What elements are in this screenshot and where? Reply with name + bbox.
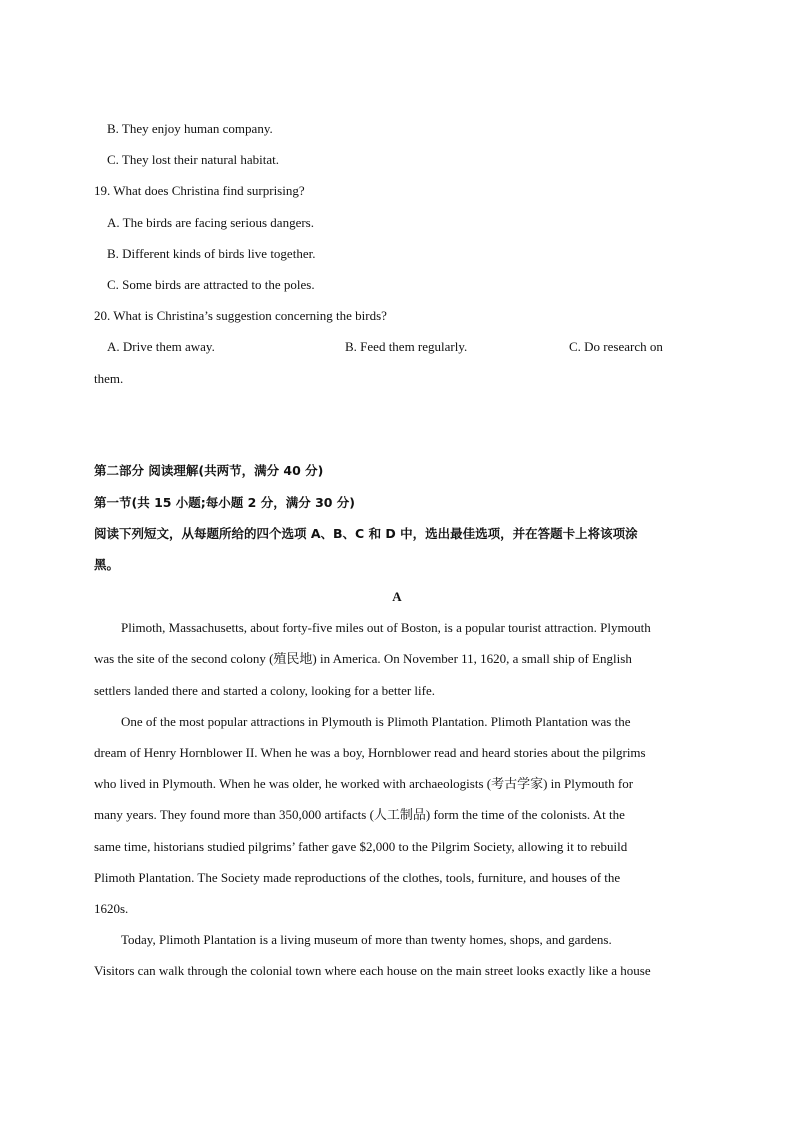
passage-line: dream of Henry Hornblower II. When he was a boy, Hornblower read and heard stories about the pilgrims [94, 745, 646, 760]
passage-line: who lived in Plymouth. When he was older, he worked with archaeologists (考古学家) in Plymouth for [94, 776, 634, 791]
passage-line: same time, historians studied pilgrims’ father gave $2,000 to the Pilgrim Society, allowing it to rebuild [94, 839, 628, 854]
q19-option-c: C. Some birds are attracted to the poles. [107, 277, 315, 292]
q20-option-a: A. Drive them away. [107, 339, 215, 354]
instruction-line-2: 黑。 [94, 557, 120, 572]
q18-option-b: B. They enjoy human company. [107, 121, 273, 136]
q20-option-c-continued: them. [94, 371, 124, 386]
passage-line: One of the most popular attractions in Plymouth is Plimoth Plantation. Plimoth Plantation was the [121, 714, 631, 729]
q18-option-c: C. They lost their natural habitat. [107, 152, 279, 167]
part2-heading: 第二部分 阅读理解(共两节，满分 40 分) [94, 463, 324, 478]
passage-line: was the site of the second colony (殖民地) in America. On November 11, 1620, a small ship of English [94, 651, 632, 666]
instruction-line-1: 阅读下列短文，从每题所给的四个选项 A、B、C 和 D 中，选出最佳选项，并在答题卡上将该项涂 [94, 526, 638, 541]
q19-option-a: A. The birds are facing serious dangers. [107, 215, 314, 230]
section1-heading: 第一节(共 15 小题;每小题 2 分，满分 30 分) [94, 495, 356, 510]
q20-option-b: B. Feed them regularly. [345, 339, 468, 354]
passage-label: A [392, 589, 402, 604]
q20-question: 20. What is Christina’s suggestion concerning the birds? [94, 308, 387, 323]
q19-option-b: B. Different kinds of birds live together. [107, 246, 316, 261]
passage-line: Visitors can walk through the colonial town where each house on the main street looks exactly like a house [94, 963, 651, 978]
q20-option-c: C. Do research on [569, 339, 663, 354]
passage-line: 1620s. [94, 901, 129, 916]
passage-line: Today, Plimoth Plantation is a living museum of more than twenty homes, shops, and gardens. [121, 932, 612, 947]
q19-question: 19. What does Christina find surprising? [94, 183, 305, 198]
passage-line: many years. They found more than 350,000 artifacts (人工制品) form the time of the colonists. At the [94, 807, 625, 822]
passage-line: Plimoth, Massachusetts, about forty-five miles out of Boston, is a popular tourist attraction. Plymouth [121, 620, 651, 635]
passage-line: settlers landed there and started a colony, looking for a better life. [94, 683, 436, 698]
passage-line: Plimoth Plantation. The Society made reproductions of the clothes, tools, furniture, and houses of the [94, 870, 621, 885]
